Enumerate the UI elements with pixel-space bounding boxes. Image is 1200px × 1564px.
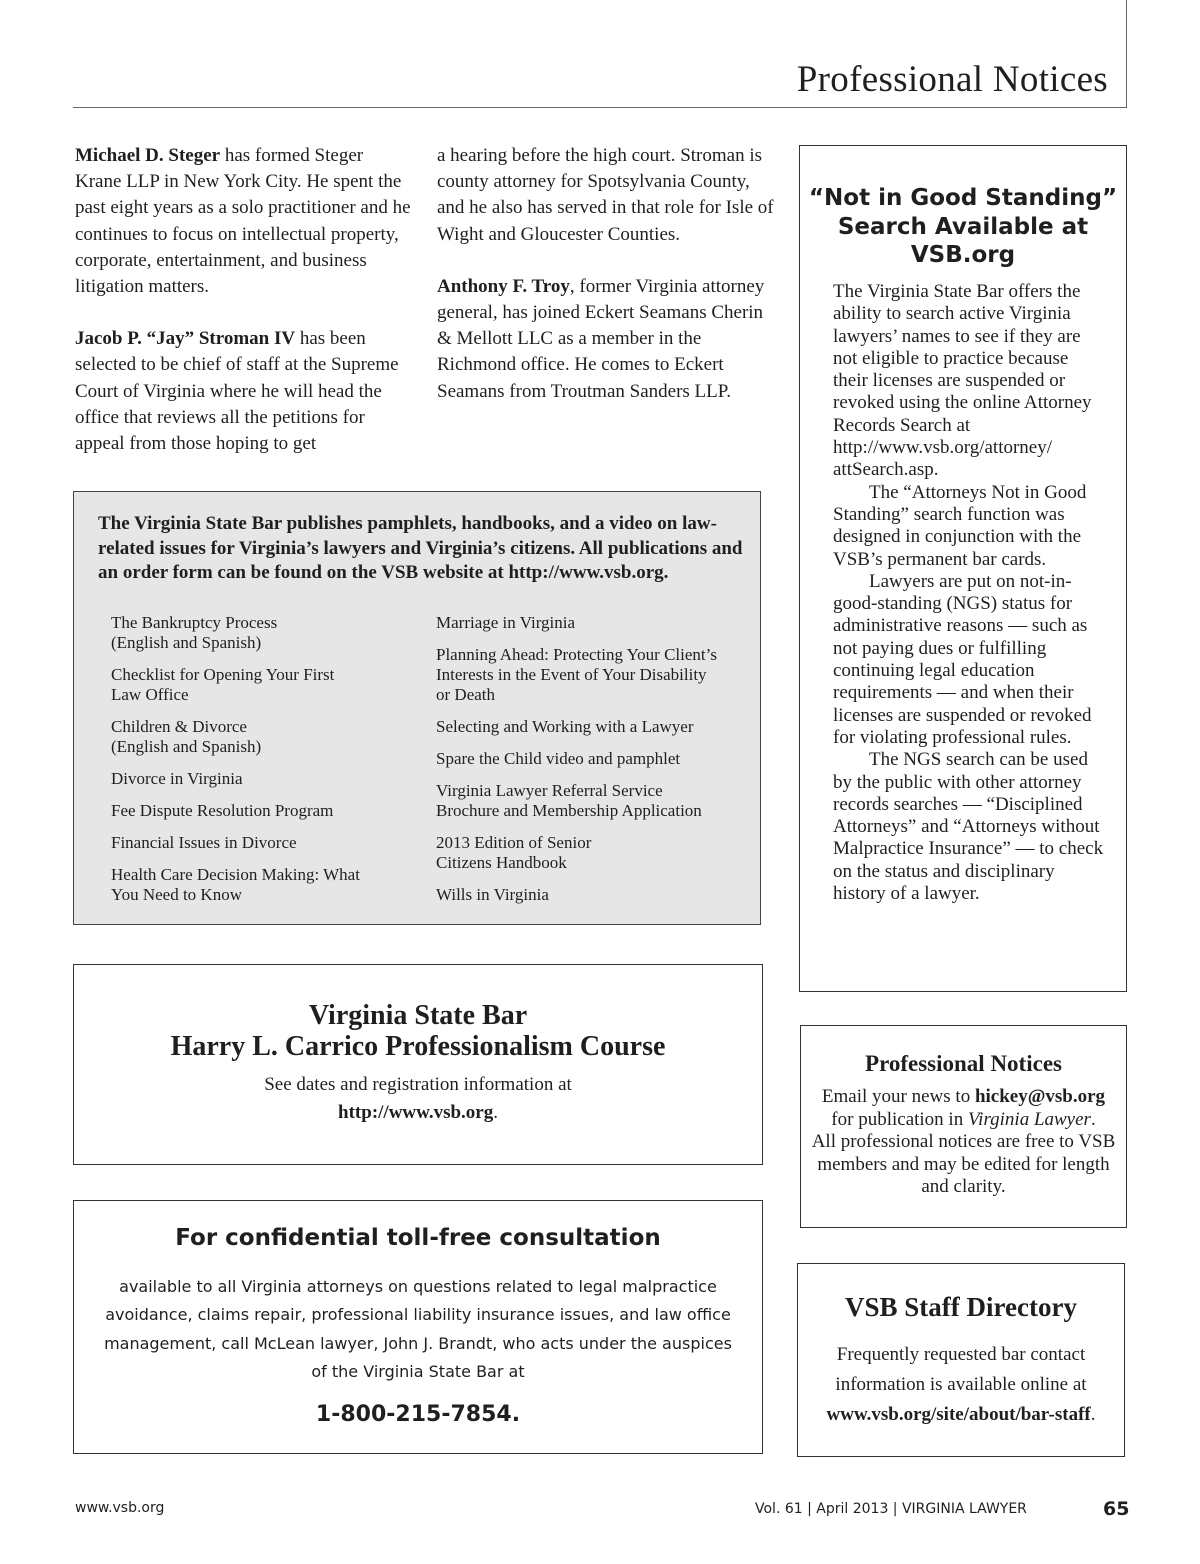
ngs-title: “Not in Good Standing” Search Available at VSB.org xyxy=(808,185,1118,268)
ngs-paragraph: Lawyers are put on not-in-good-standing (NGS) status for administrative reasons — such as not paying dues or fulfilling continuing legal education requirements — and when their licenses are suspended or revoked for violating professional rules. xyxy=(833,570,1092,748)
staff-directory-link-line xyxy=(808,1400,1114,1430)
publication-title-line2: (English and Spanish) xyxy=(111,737,262,756)
footer-website[interactable]: www.vsb.org xyxy=(75,1500,165,1516)
staff-directory-link-suffix: . xyxy=(1090,1404,1096,1425)
magazine-name: Virginia Lawyer xyxy=(967,1108,1091,1130)
footer-issue-info: Vol. 61 | April 2013 | VIRGINIA LAWYER xyxy=(755,1501,1027,1517)
notices-column-middle xyxy=(437,143,775,405)
notice-troy xyxy=(437,274,775,405)
publication-title-line2: Law Office xyxy=(111,685,189,704)
publication-title: Checklist for Opening Your First xyxy=(111,665,335,684)
consultation-body: available to all Virginia attorneys on questions related to legal malpractice avoidance, claims repair, professional liability insurance issues, and law office management, call McLean lawyer, John J. Brandt, who acts under the auspices of the Virginia State Bar at xyxy=(104,1277,732,1381)
staff-directory-box xyxy=(797,1263,1125,1457)
notice-stroman-continued: a hearing before the high court. Stroman is county attorney for Spotsylvania County, and he also has served in that role for Isle of Wight and Gloucester Counties. xyxy=(437,145,774,245)
publication-title: Planning Ahead: Protecting Your Client’s xyxy=(436,645,717,664)
ngs-paragraph: The “Attorneys Not in Good Standing” search function was designed in conjunction with the VSB’s permanent bar cards. xyxy=(833,481,1087,570)
publication-title: Financial Issues in Divorce xyxy=(111,833,297,852)
ngs-body xyxy=(833,281,1105,905)
publication-title: The Bankruptcy Process xyxy=(111,613,278,632)
notice-text: , former Virginia attorney general, has joined Eckert Seamans Cherin & Mellott LLC as a member in the Richmond office. He comes to Eckert Seamans from Troutman Sanders LLP. xyxy=(437,275,765,402)
notice-text: has been selected to be chief of staff at the Supreme Court of Virginia where he will head the office that reviews all the petitions for appeal from those hoping to get xyxy=(75,328,399,455)
ngs-search-box xyxy=(799,145,1127,992)
professional-notices-body xyxy=(809,1086,1118,1199)
notices-email-line xyxy=(809,1086,1118,1109)
notice-stroman xyxy=(75,326,413,457)
notice-name: Anthony F. Troy xyxy=(437,275,570,297)
notices-column-left xyxy=(75,143,413,457)
course-title-line1: Virginia State Bar xyxy=(308,1000,528,1031)
professionalism-course-box xyxy=(73,964,763,1165)
publication-item xyxy=(436,885,736,905)
publication-title: Health Care Decision Making: What xyxy=(111,865,360,884)
consultation-box xyxy=(73,1200,763,1454)
publication-title: Divorce in Virginia xyxy=(111,769,243,788)
notice-name: Jacob P. “Jay” Stroman IV xyxy=(75,328,296,350)
publication-item xyxy=(111,665,411,705)
publication-item xyxy=(436,833,736,873)
publication-item xyxy=(436,613,736,633)
course-link-line xyxy=(74,1102,762,1124)
notice-steger xyxy=(75,143,413,300)
publication-item xyxy=(111,769,411,789)
publication-title: 2013 Edition of Senior xyxy=(436,833,592,852)
publications-list-right xyxy=(436,613,736,917)
consultation-title: For confidential toll-free consultation xyxy=(175,1225,661,1251)
publication-item xyxy=(436,717,736,737)
publication-title: Spare the Child video and pamphlet xyxy=(436,749,681,768)
staff-directory-body xyxy=(808,1340,1114,1430)
page-number: 65 xyxy=(1103,1498,1130,1520)
ngs-paragraph: The NGS search can be used by the public with other attorney records searches — “Disciplined Attorneys” and “Attorneys without Malpractice Insurance” — to check on the status and disciplinary history of a lawyer. xyxy=(833,749,1104,905)
publication-title-line2: Citizens Handbook xyxy=(436,853,567,872)
page-title: Professional Notices xyxy=(796,59,1108,100)
staff-directory-text: Frequently requested bar contact information is available online at xyxy=(835,1344,1087,1395)
notice-name: Michael D. Steger xyxy=(75,145,221,166)
publication-line-suffix: . xyxy=(1090,1108,1096,1130)
header-rule xyxy=(73,107,1127,108)
consultation-phone: 1-800-215-7854. xyxy=(315,1402,521,1427)
publication-title-line2: (English and Spanish) xyxy=(111,633,262,652)
course-link-suffix: . xyxy=(493,1102,498,1123)
publication-title-line3: or Death xyxy=(436,685,496,704)
publication-item xyxy=(111,717,411,757)
staff-directory-link[interactable]: www.vsb.org/site/about/bar-staff xyxy=(826,1404,1091,1425)
publication-title: Virginia Lawyer Referral Service xyxy=(436,781,663,800)
publication-title: Wills in Virginia xyxy=(436,885,549,904)
header-vertical-rule xyxy=(1126,0,1127,108)
professional-notices-title: Professional Notices xyxy=(865,1051,1062,1076)
publication-title: Fee Dispute Resolution Program xyxy=(111,801,334,820)
publication-item xyxy=(111,801,411,821)
publication-item xyxy=(436,749,736,769)
publication-item xyxy=(111,613,411,653)
publication-title: Marriage in Virginia xyxy=(436,613,576,632)
publications-list-left xyxy=(111,613,411,917)
publication-title-line2: You Need to Know xyxy=(111,885,242,904)
notice-text: has formed Steger Krane LLP in New York City. He spent the past eight years as a solo practitioner and he continues to focus on intellectual property, corporate, entertainment, and business litigation matters. xyxy=(75,145,411,298)
staff-directory-title: VSB Staff Directory xyxy=(845,1292,1077,1322)
publication-title: Children & Divorce xyxy=(111,717,247,736)
course-link[interactable]: http://www.vsb.org xyxy=(338,1102,494,1123)
publication-item xyxy=(436,781,736,821)
publication-item xyxy=(111,833,411,853)
professional-notices-box xyxy=(800,1025,1127,1228)
publications-intro: The Virginia State Bar publishes pamphlets, handbooks, and a video on law-related issues for Virginia’s lawyers and Virginia’s citizens. All publications and an order form can be found on the VSB website at http://www.vsb.org. xyxy=(98,513,743,583)
course-subtitle: See dates and registration information at xyxy=(264,1074,572,1095)
publication-title: Selecting and Working with a Lawyer xyxy=(436,717,694,736)
publication-item xyxy=(436,645,736,705)
email-line-text: Email your news to xyxy=(821,1086,975,1107)
ngs-paragraph: The Virginia State Bar offers the ability to search active Virginia lawyers’ names to see if they are not eligible to practice because their licenses are suspended or revoked using the online Attorney Records Search at http://www.vsb.org/attorney/ attSearch.asp. xyxy=(833,281,1092,481)
publications-box xyxy=(73,491,761,925)
notices-terms: All professional notices are free to VSB members and may be edited for length and clarity. xyxy=(811,1131,1116,1197)
publication-item xyxy=(111,865,411,905)
notices-email-link[interactable]: hickey@vsb.org xyxy=(974,1086,1106,1107)
course-title-line2: Harry L. Carrico Professionalism Course xyxy=(170,1031,666,1062)
notices-publication-line xyxy=(809,1109,1118,1132)
publication-title-line2: Brochure and Membership Application xyxy=(436,801,702,820)
publication-title-line2: Interests in the Event of Your Disability xyxy=(436,665,707,684)
publication-line-text: for publication in xyxy=(831,1108,968,1130)
